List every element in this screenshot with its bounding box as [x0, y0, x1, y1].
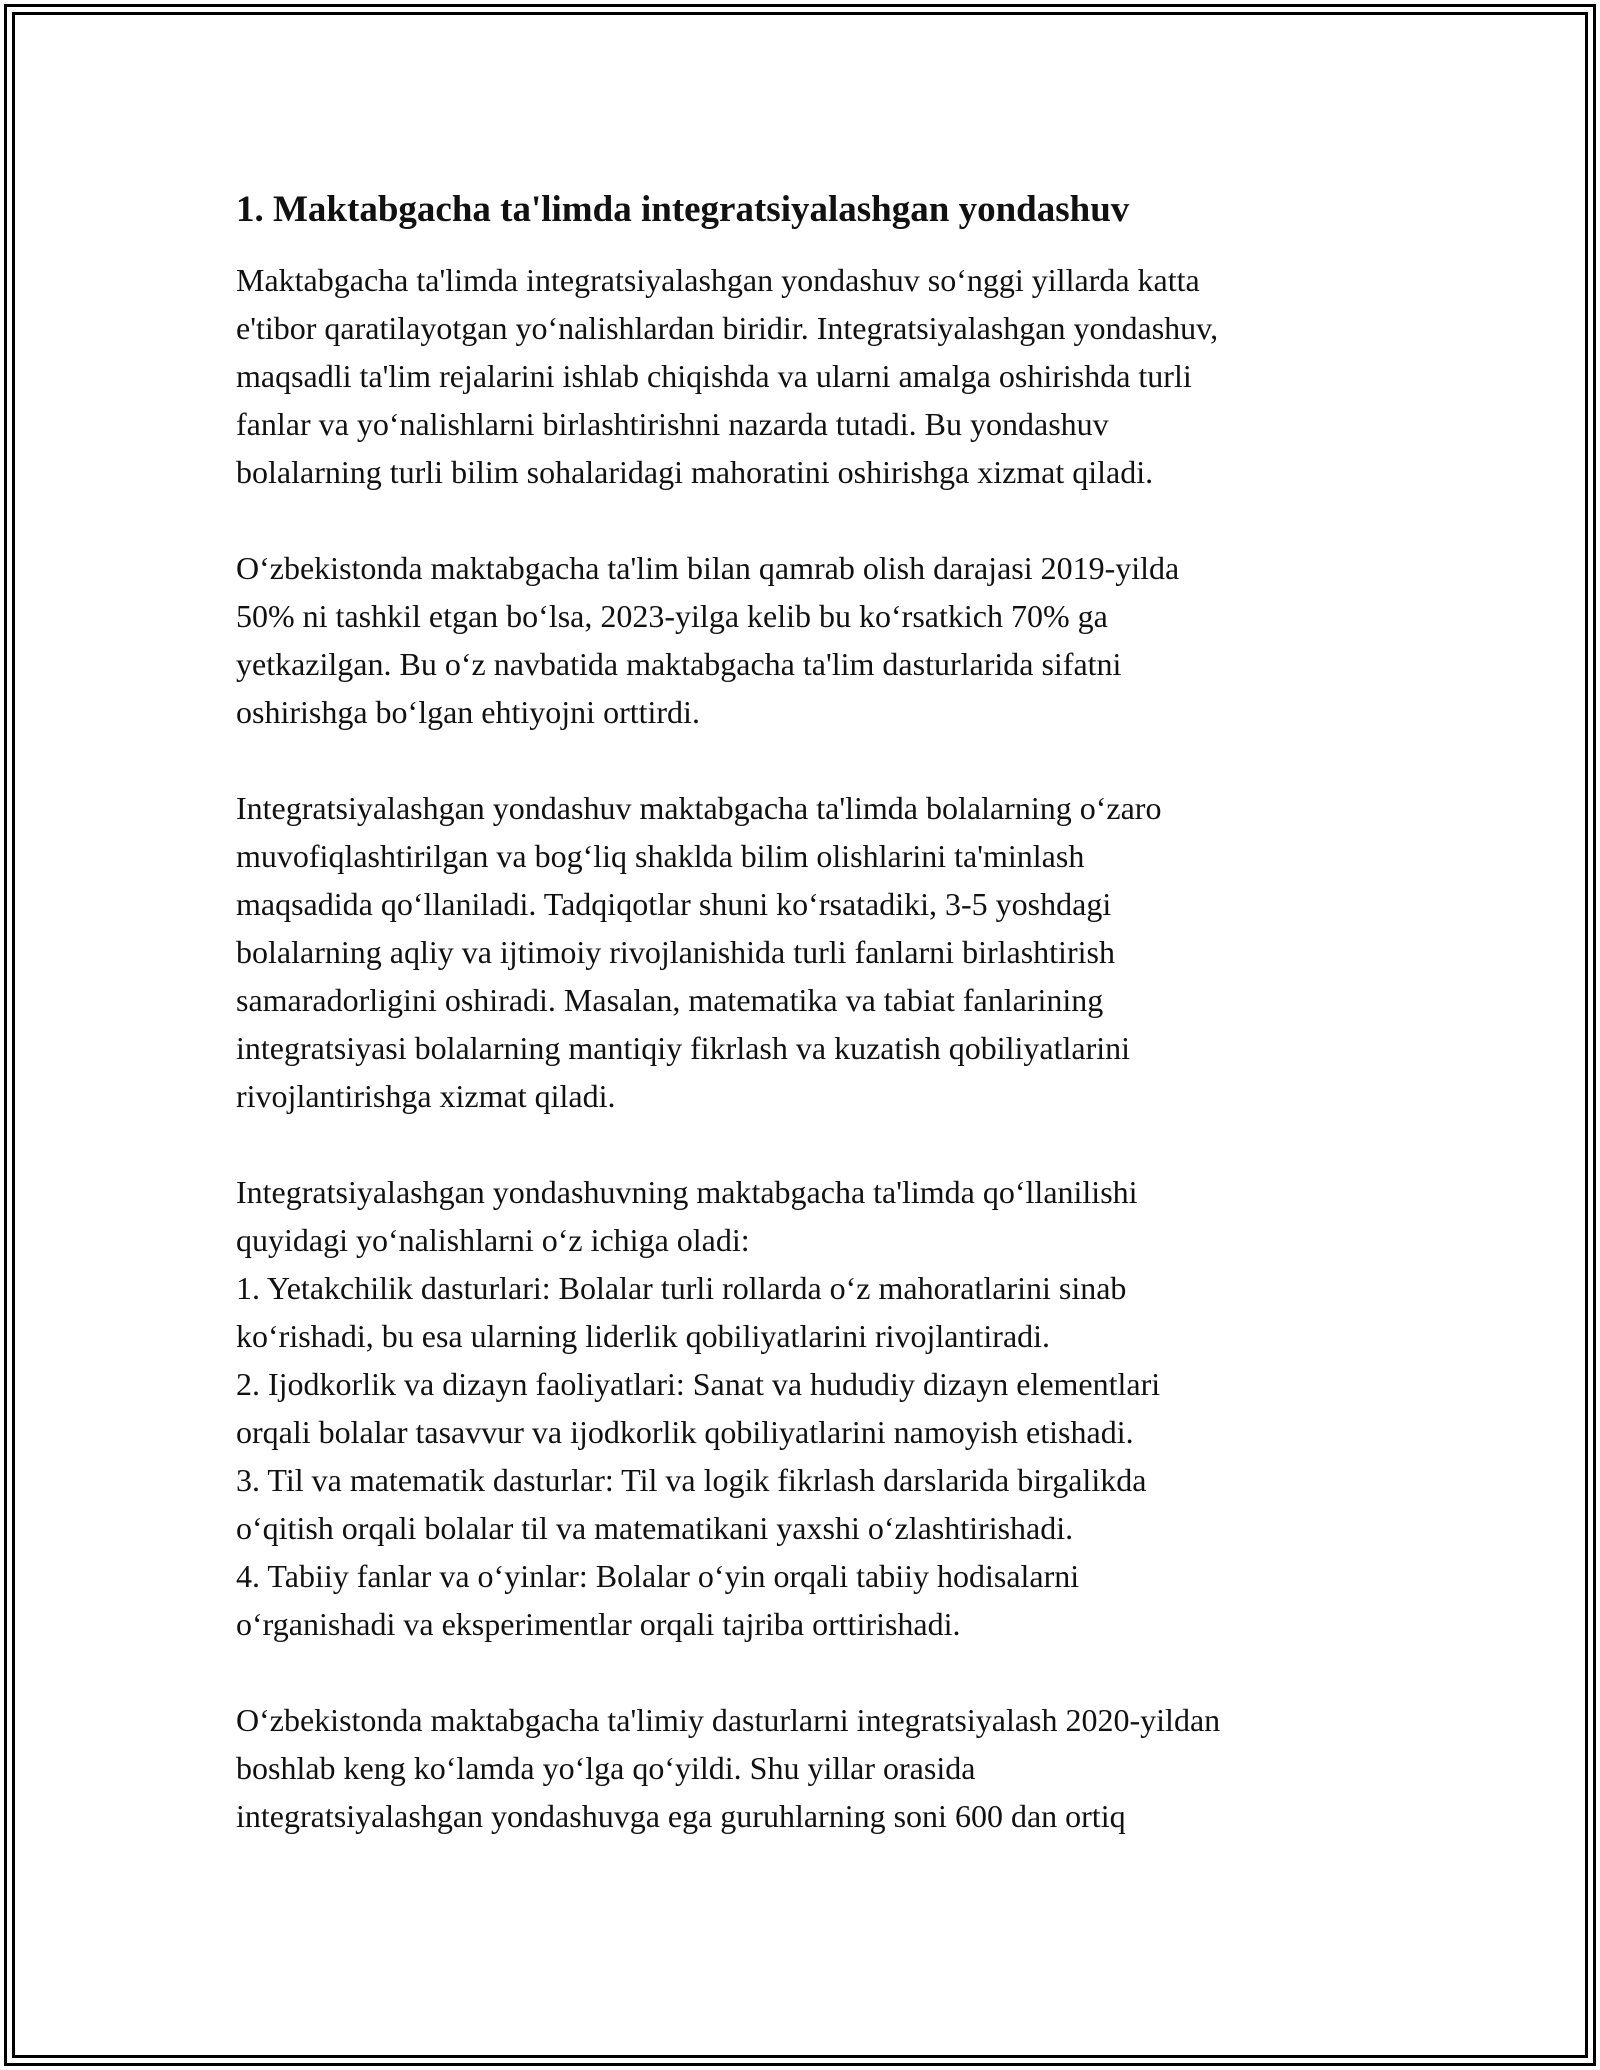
- text-line: muvofiqlashtirilgan va bog‘liq shakldа bilim olishlarini ta'minlash: [236, 838, 1085, 874]
- list-item-line: 1. Yetakchilik dasturlari: Bolalar turli rollarda o‘z mahoratlarini sinab: [236, 1270, 1127, 1306]
- text-line: boshlab keng ko‘lamda yo‘lga qo‘yildi. Shu yillar orasida: [236, 1750, 976, 1786]
- paragraph-integration-history: [236, 1696, 1396, 1840]
- text-line: bolalarning turli bilim sohalaridagi mahoratini oshirishga xizmat qiladi.: [236, 454, 1154, 490]
- text-line: Integratsiyalashgan yondashuv maktabgacha ta'limda bolalarning o‘zaro: [236, 790, 1162, 826]
- text-line: Integratsiyalashgan yondashuvning maktabgacha ta'limda qo‘llanilishi: [236, 1174, 1138, 1210]
- text-line: integratsiyasi bolalarning mantiqiy fikrlash va kuzatish qobiliyatlarini: [236, 1030, 1131, 1066]
- text-line: integratsiyalashgan yondashuvga ega guruhlarning soni 600 dan ortiq: [236, 1798, 1126, 1834]
- list-item-line: 3. Til va matematik dasturlar: Til va logik fikrlash darslarida birgalikda: [236, 1462, 1147, 1498]
- text-line: 50% ni tashkil etgan bo‘lsa, 2023-yilga kelib bu ko‘rsatkich 70% ga: [236, 598, 1108, 634]
- paragraph-research: [236, 784, 1396, 1120]
- list-item-line: o‘rganishadi va eksperimentlar orqali tajriba orttirishadi.: [236, 1606, 961, 1642]
- text-line: quyidagi yo‘nalishlarni o‘z ichiga oladi:: [236, 1222, 750, 1258]
- text-line: maqsadida qo‘llaniladi. Tadqiqotlar shuni ko‘rsatadiki, 3-5 yoshdagi: [236, 886, 1112, 922]
- text-line: e'tibor qaratilayotgan yo‘nalishlardan biridir. Integratsiyalashgan yondashuv,: [236, 310, 1219, 346]
- paragraph-intro: [236, 256, 1396, 496]
- paragraph-coverage-statistics: [236, 544, 1396, 736]
- list-item-line: orqali bolalar tasavvur va ijodkorlik qobiliyatlarini namoyish etishadi.: [236, 1414, 1134, 1450]
- document-body: [236, 186, 1396, 1888]
- text-line: Maktabgacha ta'limda integratsiyalashgan yondashuv so‘nggi yillarda katta: [236, 262, 1200, 298]
- list-item-line: ko‘rishadi, bu esa ularning liderlik qobiliyatlarini rivojlantiradi.: [236, 1318, 1051, 1354]
- list-item-line: o‘qitish orqali bolalar til va matematikani yaxshi o‘zlashtirishadi.: [236, 1510, 1074, 1546]
- text-line: O‘zbekistonda maktabgacha ta'lim bilan qamrab olish darajasi 2019-yilda: [236, 550, 1180, 586]
- text-line: bolalarning aqliy va ijtimoiy rivojlanishida turli fanlarni birlashtirish: [236, 934, 1115, 970]
- list-item-line: 4. Tabiiy fanlar va o‘yinlar: Bolalar o‘yin orqali tabiiy hodisalarni: [236, 1558, 1080, 1594]
- text-line: fanlar va yo‘nalishlarni birlashtirishni nazarda tutadi. Bu yondashuv: [236, 406, 1109, 442]
- list-item-line: 2. Ijodkorlik va dizayn faoliyatlari: Sanat va hududiy dizayn elementlari: [236, 1366, 1161, 1402]
- text-line: rivojlantirishga xizmat qiladi.: [236, 1078, 616, 1114]
- paragraph-directions-list: [236, 1168, 1396, 1648]
- section-heading: 1. Maktabgacha ta'limda integratsiyalashgan yondashuv: [236, 189, 1130, 230]
- text-line: yetkazilgan. Bu o‘z navbatida maktabgacha ta'lim dasturlarida sifatni: [236, 646, 1122, 682]
- text-line: oshirishga bo‘lgan ehtiyojni orttirdi.: [236, 694, 700, 730]
- text-line: O‘zbekistonda maktabgacha ta'limiy dasturlarni integratsiyalash 2020-yildan: [236, 1702, 1221, 1738]
- text-line: samaradorligini oshiradi. Masalan, matematika va tabiat fanlarining: [236, 982, 1104, 1018]
- text-line: maqsadli ta'lim rejalarini ishlab chiqishda va ularni amalga oshirishda turli: [236, 358, 1192, 394]
